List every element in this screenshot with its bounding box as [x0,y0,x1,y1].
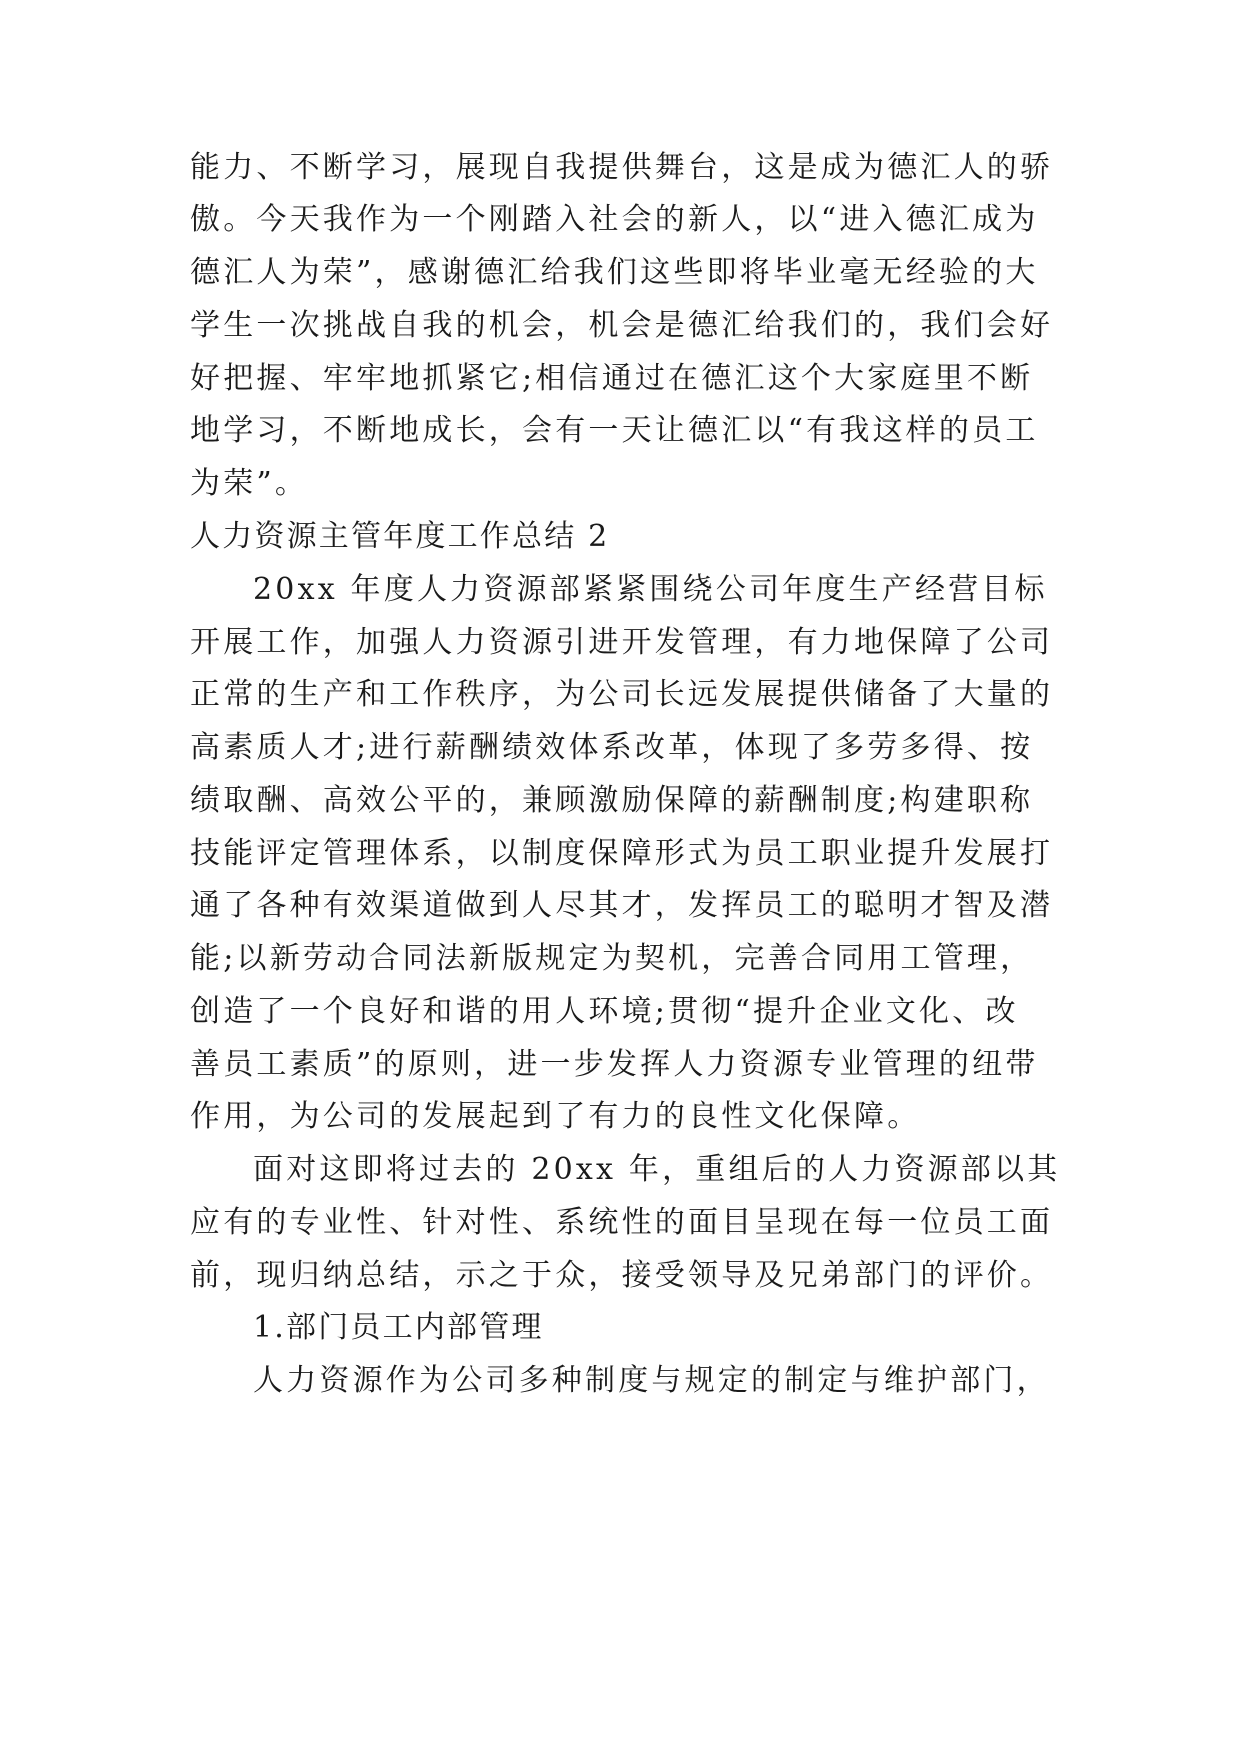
text-line: 高素质人才;进行薪酬绩效体系改革，体现了多劳多得、按 [190,730,1034,765]
section-heading: 人力资源主管年度工作总结 2 [190,519,610,554]
text-line: 能;以新劳动合同法新版规定为契机，完善合同用工管理， [190,941,1034,976]
text-line: 20xx 年度人力资源部紧紧围绕公司年度生产经营目标 [253,572,1048,607]
text-line: 面对这即将过去的 20xx 年，重组后的人力资源部以其 [253,1152,1061,1187]
text-line: 技能评定管理体系，以制度保障形式为员工职业提升发展打 [190,836,1054,871]
text-line: 傲。今天我作为一个刚踏入社会的新人，以“进入德汇成为 [190,202,1039,237]
text-line: 作用，为公司的发展起到了有力的良性文化保障。 [190,1099,921,1134]
text-line: 好把握、牢牢地抓紧它;相信通过在德汇这个大家庭里不断 [190,361,1034,396]
text-line: 学生一次挑战自我的机会，机会是德汇给我们的，我们会好 [190,308,1054,343]
subsection-heading: 1.部门员工内部管理 [253,1310,544,1345]
text-line: 创造了一个良好和谐的用人环境;贯彻“提升企业文化、改 [190,994,1019,1029]
text-line: 开展工作，加强人力资源引进开发管理，有力地保障了公司 [190,625,1054,660]
text-line: 能力、不断学习，展现自我提供舞台，这是成为德汇人的骄 [190,150,1054,185]
text-line: 应有的专业性、针对性、系统性的面目呈现在每一位员工面 [190,1205,1054,1240]
text-line: 通了各种有效渠道做到人尽其才，发挥员工的聪明才智及潜 [190,888,1054,923]
text-line: 德汇人为荣”，感谢德汇给我们这些即将毕业毫无经验的大 [190,255,1039,290]
text-line: 地学习，不断地成长，会有一天让德汇以“有我这样的员工 [190,413,1039,448]
text-line: 绩取酬、高效公平的，兼顾激励保障的薪酬制度;构建职称 [190,783,1034,818]
text-line: 为荣”。 [190,466,309,501]
text-line: 前，现归纳总结，示之于众，接受领导及兄弟部门的评价。 [190,1258,1054,1293]
text-line: 人力资源作为公司多种制度与规定的制定与维护部门， [253,1363,1050,1398]
text-line: 善员工素质”的原则，进一步发挥人力资源专业管理的纽带 [190,1047,1039,1082]
text-line: 正常的生产和工作秩序，为公司长远发展提供储备了大量的 [190,677,1054,712]
